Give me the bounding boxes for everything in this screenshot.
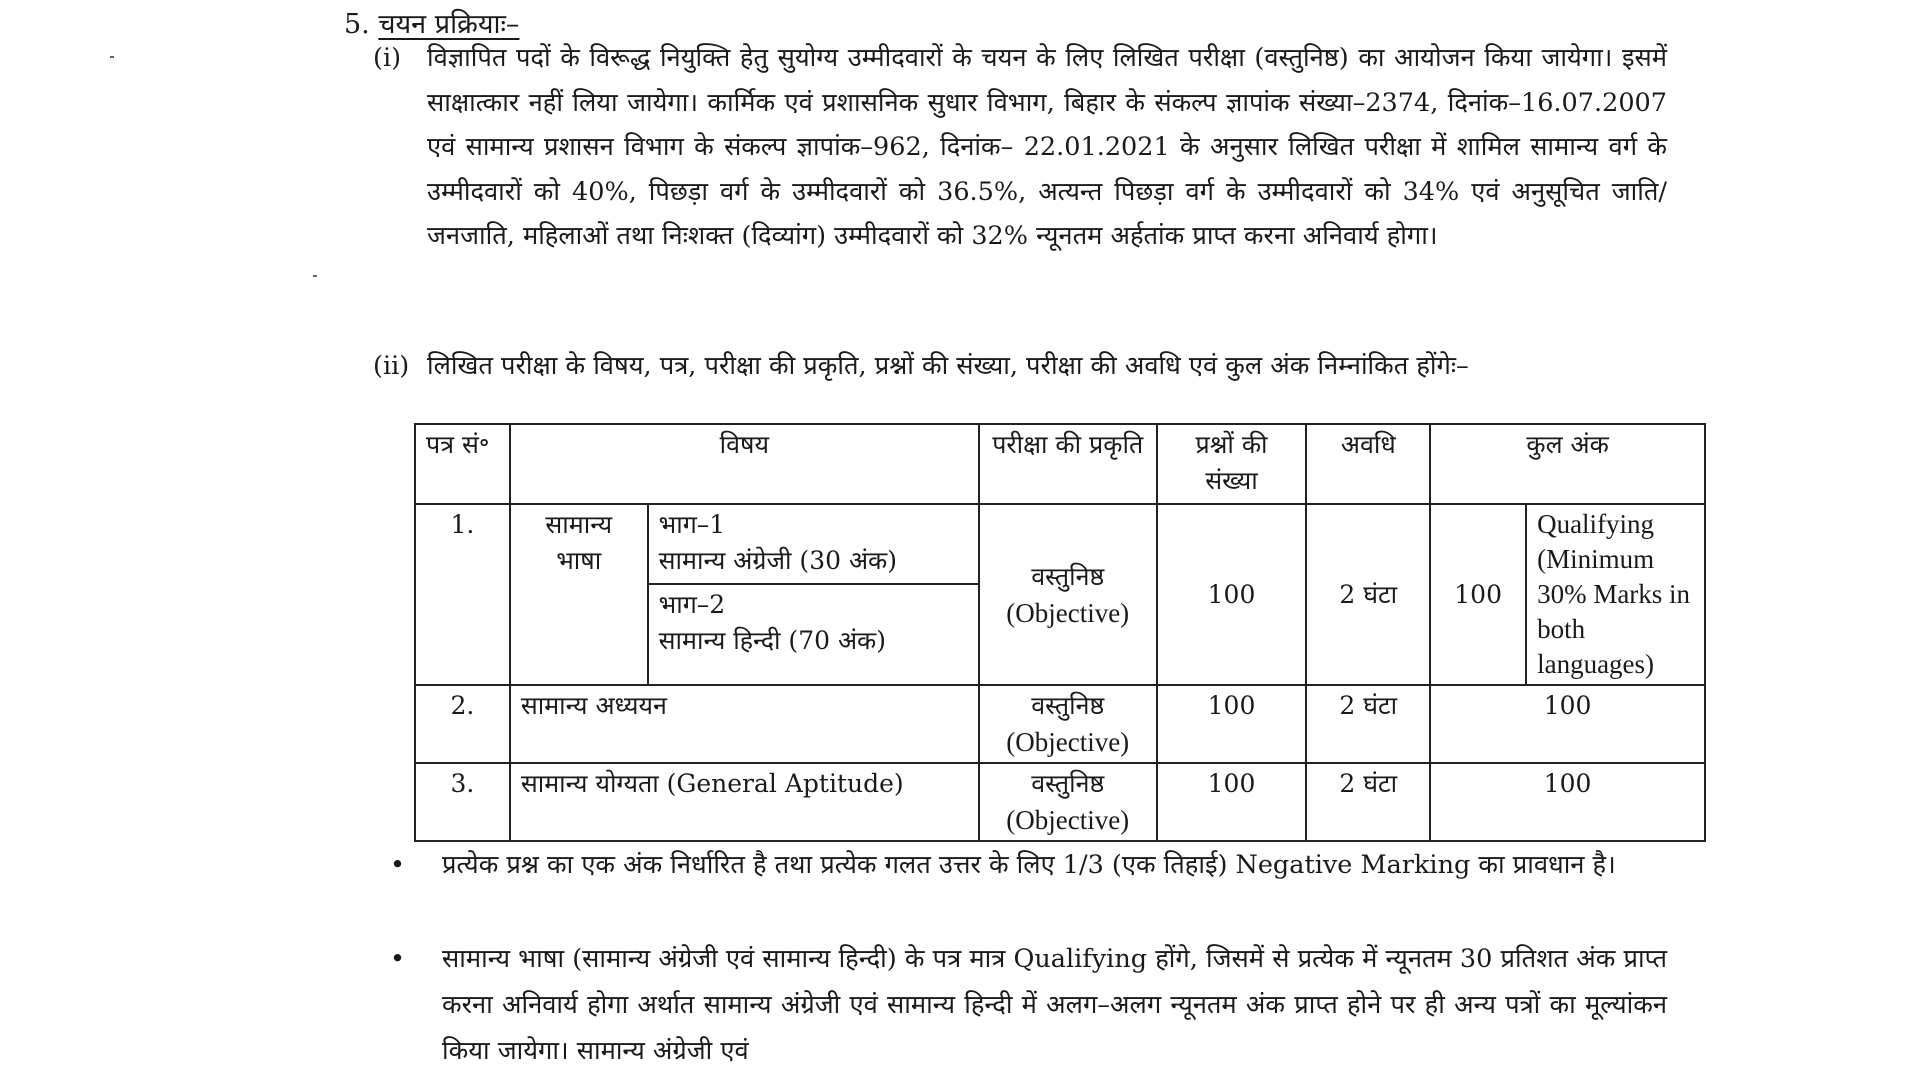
question-count: 100: [1157, 685, 1307, 763]
bullet-item: [390, 842, 1667, 888]
section-title: चयन प्रक्रियाः–: [378, 9, 520, 40]
duration: 2 घंटा: [1306, 504, 1430, 685]
question-count: 100: [1157, 504, 1307, 685]
subject-name: सामान्य योग्यता (General Aptitude): [510, 763, 979, 841]
header-subject: विषय: [510, 424, 979, 504]
header-paper-no: पत्र सं॰: [415, 424, 510, 504]
bullet-dot-icon: •: [390, 850, 406, 880]
header-duration: अवधि: [1306, 424, 1430, 504]
marks-note: Qualifying (Minimum 30% Marks in both languages): [1526, 504, 1705, 685]
header-questions: प्रश्नों की संख्या: [1157, 424, 1307, 504]
duration: 2 घंटा: [1306, 763, 1430, 841]
question-count: 100: [1157, 763, 1307, 841]
nature-hindi: वस्तुनिष्ठ: [1031, 769, 1105, 798]
bullet-dot-icon: •: [390, 944, 406, 974]
exam-scheme-table: [414, 423, 1706, 842]
subject-name: सामान्य भाषा: [510, 504, 648, 685]
nature-english: (Objective): [1006, 805, 1130, 835]
exam-nature: [979, 685, 1157, 763]
part-2-label: भाग–2: [658, 590, 726, 620]
table-row: [415, 685, 1705, 763]
total-marks: 100: [1430, 685, 1705, 763]
paragraph-i: [373, 36, 1667, 259]
exam-nature: [979, 763, 1157, 841]
table-row: [415, 504, 1705, 584]
paragraph-number: (ii): [373, 351, 410, 381]
part-1-description: सामान्य अंग्रेजी (30 अंक): [658, 546, 897, 575]
header-nature: परीक्षा की प्रकृति: [979, 424, 1157, 504]
header-marks: कुल अंक: [1430, 424, 1705, 504]
total-marks: 100: [1430, 763, 1705, 841]
nature-hindi: वस्तुनिष्ठ: [1031, 561, 1105, 591]
total-marks: 100: [1430, 504, 1526, 685]
part-1-cell: [648, 504, 979, 584]
table-row: [415, 763, 1705, 841]
nature-english: (Objective): [1006, 727, 1130, 757]
nature-hindi: वस्तुनिष्ठ: [1031, 691, 1105, 720]
paper-number: 2.: [415, 685, 510, 763]
paragraph-text: लिखित परीक्षा के विषय, पत्र, परीक्षा की प्रकृति, प्रश्नों की संख्या, परीक्षा की अवधि एवं कुल अंक निम्नांकित होंगेः–: [427, 351, 1469, 381]
scan-speck: [110, 56, 114, 58]
table-header-row: [415, 424, 1705, 504]
paragraph-ii: [373, 346, 1667, 386]
exam-nature: [979, 504, 1157, 685]
paragraph-text: विज्ञापित पदों के विरूद्ध नियुक्ति हेतु सुयोग्य उम्मीदवारों के चयन के लिए लिखित परीक्षा (वस्तुनिष्ठ) का आयोजन किया जायेगा। इसमें साक्षात्कार नहीं लिया जायेगा। कार्मिक एवं प्रशासनिक सुधार विभाग, बिहार के संकल्प ज्ञापांक संख्या–2374, दिनांक–16.07.2007 एवं सामान्य प्रशासन विभाग के संकल्प ज्ञापांक–962, दिनांक– 22.01.2021 के अनुसार लिखित परीक्षा में शामिल सामान्य वर्ग के उम्मीदवारों को 40%, पिछड़ा वर्ग के उम्मीदवारों को 36.5%, अत्यन्त पिछड़ा वर्ग के उम्मीदवारों को 34% एवं अनुसूचित जाति/जनजाति, महिलाओं तथा निःशक्त (दिव्यांग) उम्मीदवारों को 32% न्यूनतम अर्हतांक प्राप्त करना अनिवार्य होगा।: [427, 43, 1667, 251]
part-2-cell: [648, 584, 979, 685]
scan-speck: [313, 275, 317, 277]
bullet-text: प्रत्येक प्रश्न का एक अंक निर्धारित है तथा प्रत्येक गलत उत्तर के लिए 1/3 (एक तिहाई) Negative Marking का प्रावधान है।: [442, 850, 1616, 880]
paper-number: 1.: [415, 504, 510, 685]
section-number: 5.: [344, 9, 370, 40]
duration: 2 घंटा: [1306, 685, 1430, 763]
part-1-label: भाग–1: [658, 510, 726, 539]
bullet-text: सामान्य भाषा (सामान्य अंग्रेजी एवं सामान्य हिन्दी) के पत्र मात्र Qualifying होंगे, जिसमें से प्रत्येक में न्यूनतम 30 प्रतिशत अंक प्राप्त करना अनिवार्य होगा अर्थात सामान्य अंग्रेजी एवं सामान्य हिन्दी में अलग–अलग न्यूनतम अंक प्राप्त होने पर ही अन्य पत्रों का मूल्यांकन किया जायेगा। सामान्य अंग्रेजी एवं: [442, 944, 1667, 1066]
part-2-description: सामान्य हिन्दी (70 अंक): [658, 626, 886, 656]
subject-name: सामान्य अध्ययन: [510, 685, 979, 763]
nature-english: (Objective): [1006, 597, 1130, 628]
paragraph-number: (i): [373, 43, 402, 73]
bullet-item: [390, 936, 1667, 1074]
paper-number: 3.: [415, 763, 510, 841]
